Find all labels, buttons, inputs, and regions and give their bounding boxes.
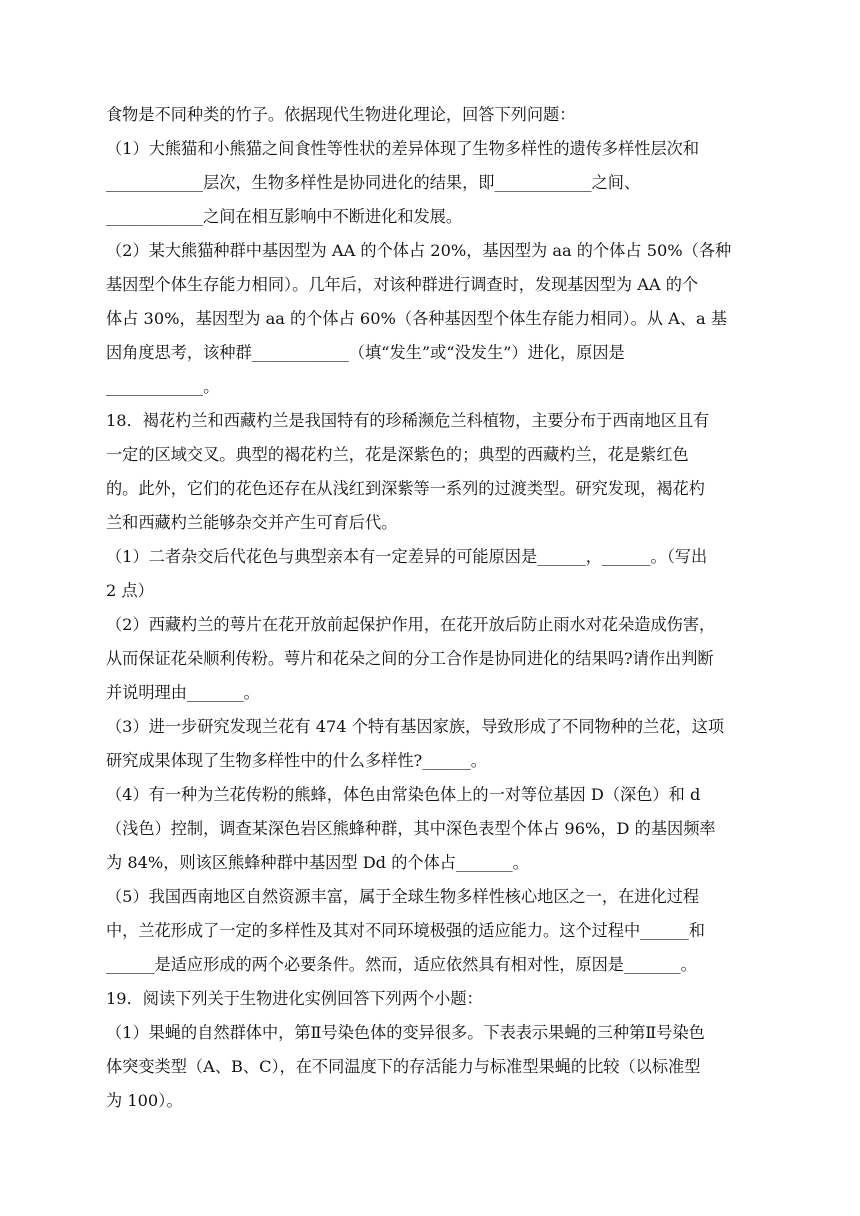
text-line: 从而保证花朵顺利传粉。萼片和花朵之间的分工合作是协同进化的结果吗?请作出判断 — [106, 649, 714, 668]
text-line: 基因型个体生存能力相同）。几年后，对该种群进行调查时，发现基因型为 AA 的个 — [106, 275, 699, 294]
text-line: （5）我国西南地区自然资源丰富，属于全球生物多样性核心地区之一，在进化过程 — [106, 887, 700, 906]
text-line: 兰和西藏杓兰能够杂交并产生可育后代。 — [106, 513, 398, 532]
text-line: 体占 30%，基因型为 aa 的个体占 60%（各种基因型个体生存能力相同）。从 A、a 基 — [106, 309, 727, 328]
text-line: 一定的区域交叉。典型的褐花杓兰，花是深紫色的；典型的西藏杓兰，花是紫红色 — [106, 445, 689, 464]
text-line: 为 100）。 — [106, 1091, 183, 1110]
text-line: 中，兰花形成了一定的多样性及其对不同环境极强的适应能力。这个过程中______和 — [106, 921, 705, 940]
text-line: 研究成果体现了生物多样性中的什么多样性?______。 — [106, 751, 487, 770]
text-line: （1）果蝇的自然群体中，第Ⅱ号染色体的变异很多。下表表示果蝇的三种第Ⅱ号染色 — [106, 1023, 705, 1042]
text-line: 食物是不同种类的竹子。依据现代生物进化理论，回答下列问题： — [106, 105, 576, 124]
text-line: （4）有一种为兰花传粉的熊蜂，体色由常染色体上的一对等位基因 D（深色）和 d — [106, 785, 701, 804]
text-line: （2）西藏杓兰的萼片在花开放前起保护作用，在花开放后防止雨水对花朵造成伤害， — [106, 615, 716, 634]
text-line: ____________之间在相互影响中不断进化和发展。 — [106, 207, 463, 226]
text-line: 为 84%，则该区熊蜂种群中基因型 Dd 的个体占_______。 — [106, 853, 529, 872]
text-line: （3）进一步研究发现兰花有 474 个特有基因家族，导致形成了不同物种的兰花，这项 — [106, 717, 725, 736]
text-line: 的。此外，它们的花色还存在从浅红到深紫等一系列的过渡类型。研究发现，褐花杓 — [106, 479, 705, 498]
text-line: （1）大熊猫和小熊猫之间食性等性状的差异体现了生物多样性的遗传多样性层次和 — [106, 139, 700, 158]
text-line: ____________。 — [106, 377, 220, 396]
text-line: ____________层次，生物多样性是协同进化的结果，即____________之间、 — [106, 173, 641, 192]
question-19-start: 19．阅读下列关于生物进化实例回答下列两个小题： — [106, 989, 483, 1008]
text-line: 并说明理由_______。 — [106, 683, 260, 702]
question-18-start: 18．褐花杓兰和西藏杓兰是我国特有的珍稀濒危兰科植物，主要分布于西南地区且有 — [106, 411, 710, 430]
text-line: （浅色）控制，调查某深色岩区熊蜂种群，其中深色表型个体占 96%，D 的基因频率 — [106, 819, 716, 838]
text-line: ______是适应形成的两个必要条件。然而，适应依然具有相对性，原因是_______。 — [106, 955, 697, 974]
text-line: 2 点） — [106, 581, 154, 600]
text-line: 体突变类型（A、B、C），在不同温度下的存活能力与标准型果蝇的比较（以标准型 — [106, 1057, 701, 1076]
text-line: 因角度思考，该种群____________（填“发生”或“没发生”）进化，原因是 — [106, 343, 625, 362]
text-line: （2）某大熊猫种群中基因型为 AA 的个体占 20%，基因型为 aa 的个体占 50%（各种 — [106, 241, 732, 260]
text-line: （1）二者杂交后代花色与典型亲本有一定差异的可能原因是______，______。（写出 — [106, 547, 708, 566]
